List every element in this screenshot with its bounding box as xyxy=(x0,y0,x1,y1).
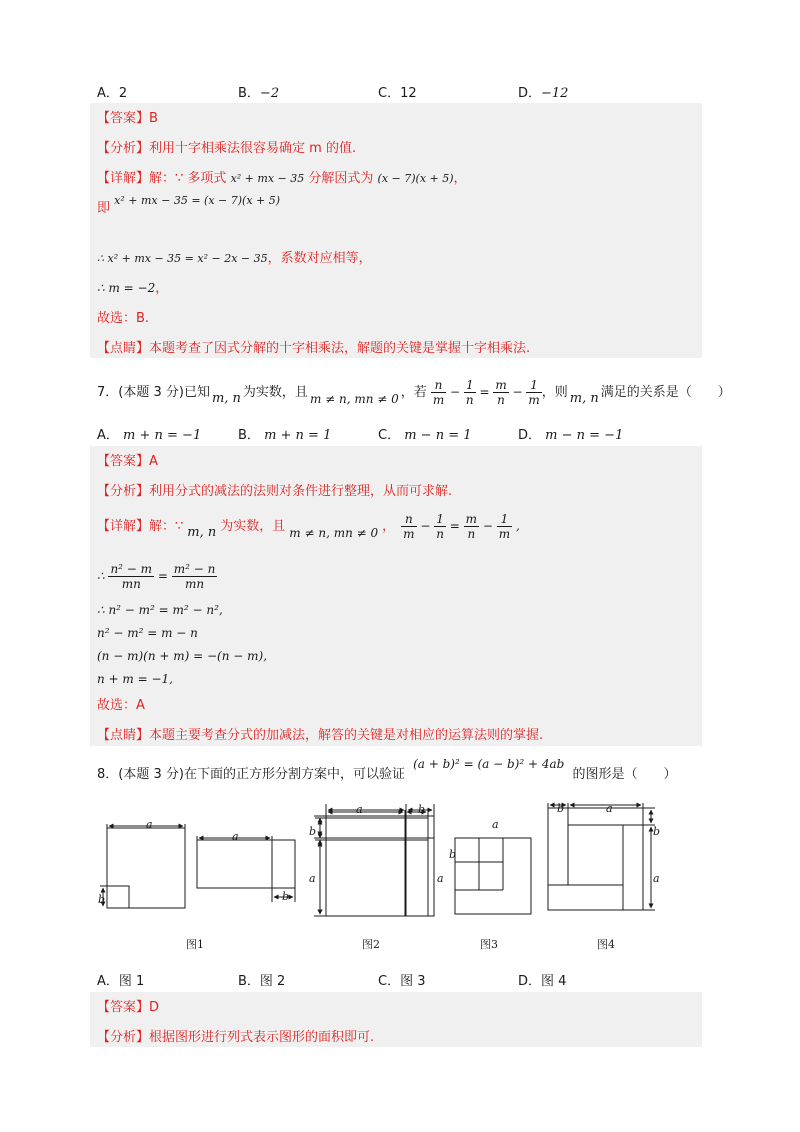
q7-step3: n² − m² = m − n xyxy=(97,626,198,640)
fig-sq-label-a2: a xyxy=(309,872,316,885)
q6-comment: 【点睛】本题考查了因式分解的十字相乘法，解题的关键是掌握十字相乘法. xyxy=(97,341,531,356)
q7-stem: 7．(本题 3 分)已知 m, n 为实数，且 m ≠ n, mn ≠ 0 ，若 $\frac{n}{m}$ − $\frac{1}{n}$ = $\frac{m}{n}$ − $\frac{1}{m}$ ，则 m, n 满足的关系是（ ） xyxy=(97,378,731,407)
q7-step2: ∴ n² − m² = m² − n², xyxy=(97,603,223,617)
figure-4-parts xyxy=(548,803,655,910)
fig3-label-a: a xyxy=(492,818,499,831)
q6-option-d[interactable]: D．−12 xyxy=(518,86,569,101)
q7-option-a[interactable]: A． m + n = −1 xyxy=(97,428,202,443)
q7-choice: 故选：A xyxy=(97,698,145,713)
q7-option-c[interactable]: C． m − n = 1 xyxy=(378,428,472,443)
fig-sq-label-a: a xyxy=(356,803,363,816)
q6-line-therefore1: ∴ x² + mx − 35 = x² − 2x − 35，系数对应相等， xyxy=(97,251,372,266)
q6-option-c[interactable]: C．12 xyxy=(378,86,417,101)
q6-answer: 【答案】B xyxy=(97,111,158,126)
q7-step4: (n − m)(n + m) = −(n − m), xyxy=(97,649,268,663)
fig4-label-b2: b xyxy=(653,825,661,838)
q7-option-d[interactable]: D． m − n = −1 xyxy=(518,428,624,443)
q6-option-b[interactable]: B．−2 xyxy=(238,86,280,101)
fig3-label-b: b xyxy=(449,848,457,861)
q8-analysis: 【分析】根据图形进行列式表示图形的面积即可. xyxy=(97,1030,375,1045)
figure-4 xyxy=(455,838,531,914)
q6-line-therefore2: ∴ m = −2， xyxy=(97,281,169,296)
fig4-label-b: b xyxy=(557,802,565,815)
q7-step5: n + m = −1, xyxy=(97,672,173,686)
figure-caption-2: 图2 xyxy=(362,938,380,951)
figure-caption-1: 图1 xyxy=(186,938,204,951)
q6-choice: 故选：B. xyxy=(97,311,150,326)
fig1-label-a: a xyxy=(146,818,153,831)
q7-comment: 【点睛】本题主要考查分式的加减法，解答的关键是对相应的运算法则的掌握. xyxy=(97,728,544,743)
fig4-label-a: a xyxy=(606,802,613,815)
q8-option-d[interactable]: D．图 4 xyxy=(518,974,567,989)
q7-analysis: 【分析】利用分式的减法的法则对条件进行整理，从而可求解. xyxy=(97,484,453,499)
fig-sq-label-b2: b xyxy=(309,825,317,838)
figure-2 xyxy=(197,836,295,902)
fig4-label-a2: a xyxy=(653,872,660,885)
figure-2-square xyxy=(310,800,440,930)
q8-option-a[interactable]: A．图 1 xyxy=(97,974,145,989)
q8-option-b[interactable]: B．图 2 xyxy=(238,974,286,989)
q8-option-c[interactable]: C．图 3 xyxy=(378,974,426,989)
figure-1 xyxy=(100,824,185,908)
q7-answer: 【答案】A xyxy=(97,454,158,469)
q7-condition-equation: $\frac{n}{m}$ − $\frac{1}{n}$ = $\frac{m}{n}$ − $\frac{1}{m}$ xyxy=(432,378,540,407)
fig-sq-label-b: b xyxy=(418,803,426,816)
figure-caption-3: 图3 xyxy=(480,938,498,951)
q7-step1: ∴ $\frac{\text{n² − m}}{mn}$ = $\frac{\text{m² − n}}{mn}$ xyxy=(97,562,216,591)
q7-detail: 【详解】 解：∵ m, n 为实数，且 m ≠ n, mn ≠ 0 ， $\frac{n}{m}$ − $\frac{1}{n}$ = $\frac{m}{n}$ − $\frac{1}{m}$ , xyxy=(97,512,520,541)
q6-option-a[interactable]: A．2 xyxy=(97,86,128,101)
q7-option-b[interactable]: B． m + n = 1 xyxy=(238,428,332,443)
figure-caption-4: 图4 xyxy=(597,938,615,951)
fig1-label-b: b xyxy=(98,893,106,906)
fig2-label-a: a xyxy=(232,830,239,843)
fig3-label-a2: a xyxy=(437,872,444,885)
q6-analysis: 【分析】利用十字相乘法很容易确定 m 的值. xyxy=(97,141,357,156)
q6-line-ji: 即 $^{x^2 + mx - 35 = (x - 7)(x + 5)}$ xyxy=(97,194,281,216)
fig2-label-b: b xyxy=(282,890,290,903)
q8-answer: 【答案】D xyxy=(97,1000,160,1015)
q8-stem: 8．(本题 3 分)在下面的正方形分割方案中，可以验证 (a + b)² = (a − b)² + 4ab 的图形是（ ） xyxy=(97,757,677,782)
q6-detail: 【详解】解：∵ 多项式 x² + mx − 35 分解因式为 (x − 7)(x + 5)， xyxy=(97,171,467,186)
